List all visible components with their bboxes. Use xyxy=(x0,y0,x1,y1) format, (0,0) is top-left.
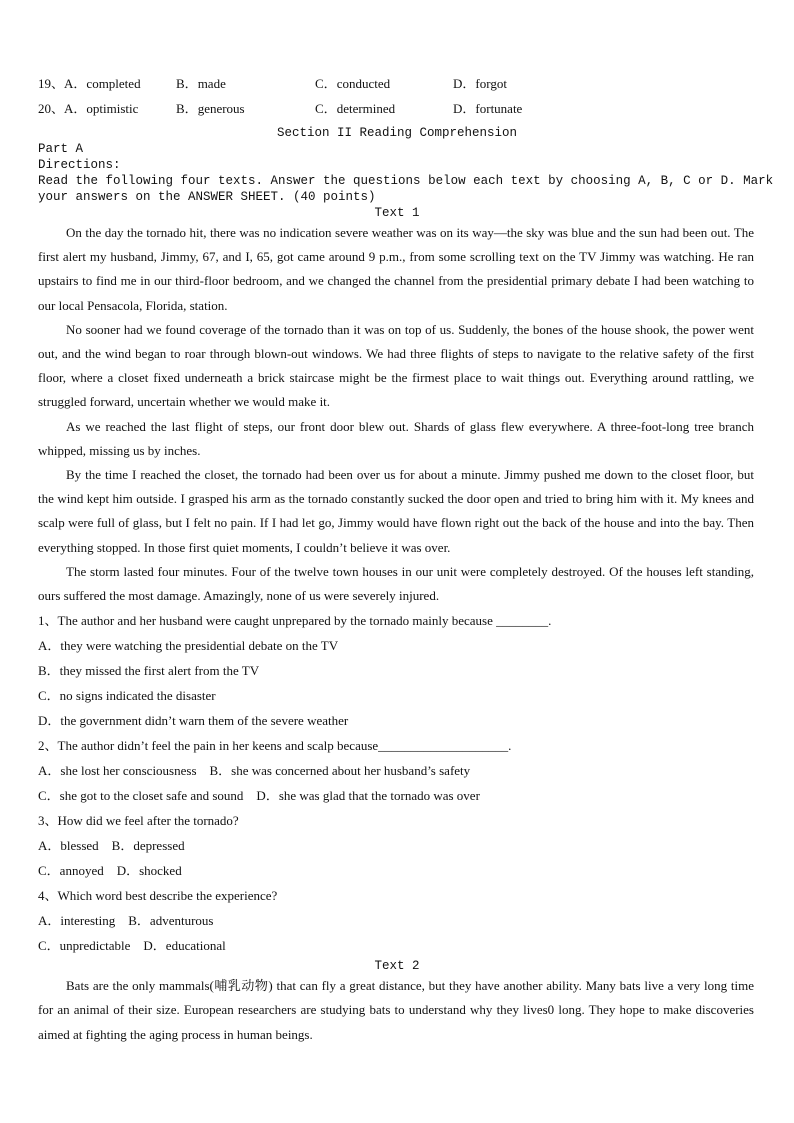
text1-title: Text 1 xyxy=(374,206,420,220)
text1-paragraph: No sooner had we found coverage of the tornado than it was on top of us. Suddenly, the bones of the house shook, the power went out, and the wind began to roar through blown-out windows. We had three flights of steps to navigate to the relative safety of the first floor, where a closet fixed underneath a brick staircase might be the firmest place to wait things out. Everything around rattling, we struggled forward, uncertain whether we would make it. xyxy=(38,321,754,410)
text1-paragraph: The storm lasted four minutes. Four of the twelve town houses in our unit were completely destroyed. Of the houses left standing, ours suffered the most damage. Amazingly, none of us were severely injured. xyxy=(38,563,754,604)
separator: 、 xyxy=(51,76,65,91)
option-text: generous xyxy=(197,101,245,116)
option-letter: D xyxy=(453,76,463,91)
text1-paragraph: As we reached the last flight of steps, our front door blew out. Shards of glass flew everywhere. A three-foot-long tree branch whipped, missing us by inches. xyxy=(38,418,754,458)
question-number: 19 xyxy=(38,76,51,91)
answer-option[interactable]: A．interesting B．adventurous xyxy=(38,913,214,929)
answer-option[interactable]: A．they were watching the presidential debate on the TV xyxy=(38,638,339,654)
answer-option[interactable]: C．no signs indicated the disaster xyxy=(38,688,216,704)
text2-title: Text 2 xyxy=(374,959,420,974)
question-stem-4: 4、Which word best describe the experience? xyxy=(38,888,278,904)
option-c: C．conducted xyxy=(315,76,391,91)
option-b: B．generous xyxy=(176,101,245,116)
option-text: fortunate xyxy=(475,101,523,116)
directions-line-2: your answers on the ANSWER SHEET. (40 points) xyxy=(38,190,376,204)
question-stem-3: 3、How did we feel after the tornado? xyxy=(38,813,239,829)
cloze-option-row-19 xyxy=(0,75,794,100)
option-a: 20、A．optimistic xyxy=(38,101,139,116)
option-letter: C xyxy=(315,76,324,91)
option-a: 19、A．completed xyxy=(38,76,141,91)
option-c: C．determined xyxy=(315,101,396,116)
answer-option[interactable]: C．she got to the closet safe and sound D．she was glad that the tornado was over xyxy=(38,788,480,804)
answer-option[interactable]: D．the government didn’t warn them of the severe weather xyxy=(38,713,349,729)
option-d: D．forgot xyxy=(453,76,507,91)
cloze-option-row-20 xyxy=(0,100,794,125)
question-stem-2: 2、The author didn’t feel the pain in her keens and scalp because____________________. xyxy=(38,738,512,754)
question-stem-1: 1、The author and her husband were caught unprepared by the tornado mainly because ________. xyxy=(38,613,552,629)
option-letter: B xyxy=(176,101,185,116)
answer-option[interactable]: B．they missed the first alert from the TV xyxy=(38,663,260,679)
text1-paragraph: By the time I reached the closet, the tornado had been over us for about a minute. Jimmy pushed me down to the closet floor, but the wind kept him outside. I grasped his arm as the tornado constantly sucked the door open and tried to bring him with it. My knees and scalp were full of glass, but I felt no pain. If I had let go, Jimmy would have flown right out the back of the house and into the bay. Then everything stopped. In those first quiet moments, I couldn’t believe it was over. xyxy=(38,467,754,555)
answer-option[interactable]: A．blessed B．depressed xyxy=(38,838,185,854)
answer-option[interactable]: C．annoyed D．shocked xyxy=(38,863,182,879)
option-text: determined xyxy=(336,101,396,116)
option-b: B．made xyxy=(176,76,226,91)
option-text: made xyxy=(197,76,226,91)
answer-option[interactable]: C．unpredictable D．educational xyxy=(38,938,226,954)
option-text: optimistic xyxy=(86,101,139,116)
separator: 、 xyxy=(51,101,65,116)
part-label: Part A xyxy=(38,142,84,156)
section-title: Section II Reading Comprehension xyxy=(276,126,518,140)
option-letter: A xyxy=(64,101,74,116)
option-d: D．fortunate xyxy=(453,101,523,116)
option-letter: B xyxy=(176,76,185,91)
option-text: forgot xyxy=(475,76,507,91)
directions-line-1: Read the following four texts. Answer the questions below each text by choosing A, B, C or D. Mark xyxy=(38,174,774,188)
option-letter: D xyxy=(453,101,463,116)
directions-label: Directions: xyxy=(38,158,121,172)
text1-paragraph: On the day the tornado hit, there was no indication severe weather was on its way—the sky was blue and the sun had been out. The first alert my husband, Jimmy, 67, and I, 65, got came around 9 p.m., from some scrolling text on the TV Jimmy was watching. He ran upstairs to find me in our third-floor bedroom, and we changed the channel from the presidential primary debate I had been watching to our local Pensacola, Florida, station. xyxy=(38,225,754,313)
option-text: conducted xyxy=(336,76,391,91)
option-letter: A xyxy=(64,76,74,91)
question-number: 20 xyxy=(38,101,51,116)
text2-paragraph: Bats are the only mammals(哺乳动物) that can fly a great distance, but they have another ability. Many bats live a very long time for an animal of their size. European researchers are studying bats to understand why they lives0 long. They hope to make discoveries aimed at fighting the aging process in human beings. xyxy=(38,978,754,1042)
option-text: completed xyxy=(86,76,141,91)
answer-option[interactable]: A．she lost her consciousness B．she was concerned about her husband’s safety xyxy=(38,763,471,779)
option-letter: C xyxy=(315,101,324,116)
